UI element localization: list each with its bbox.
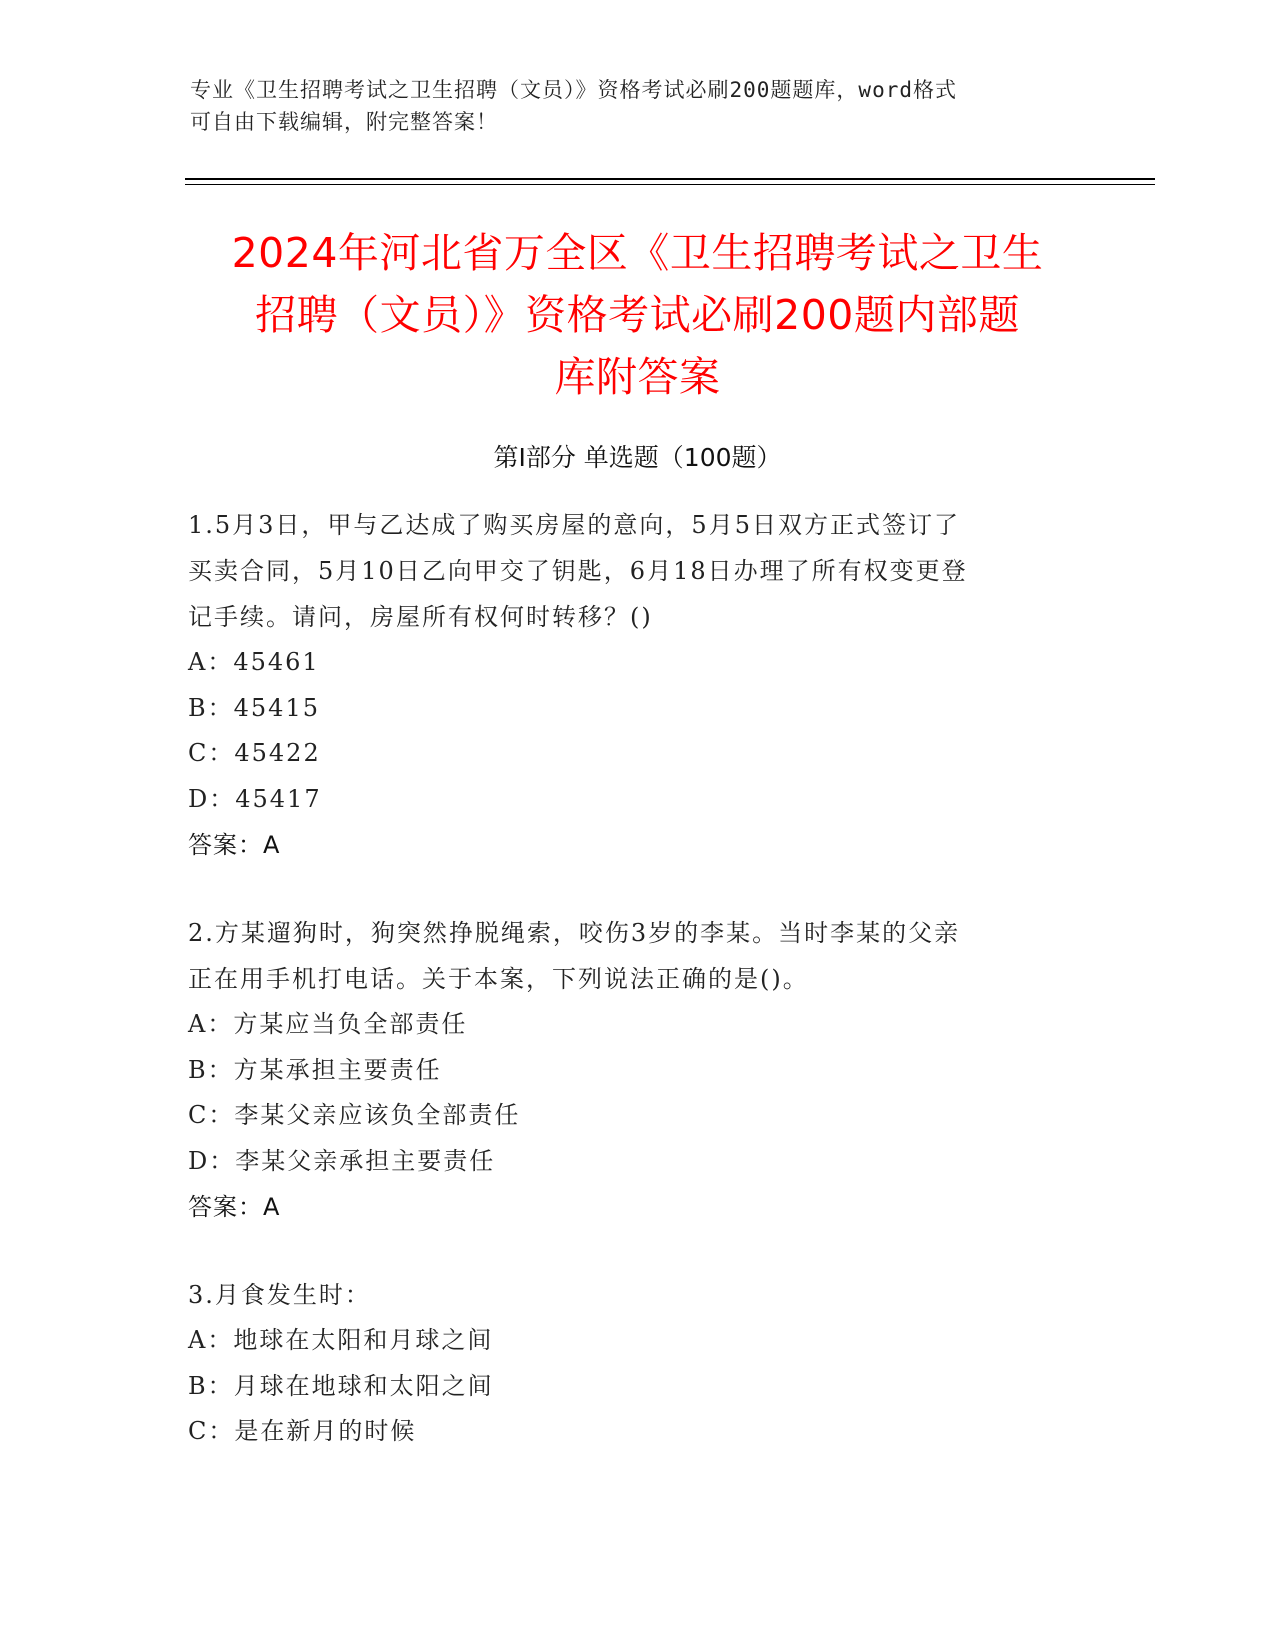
- question-text-line: 记手续。请问，房屋所有权何时转移？(): [188, 603, 653, 631]
- option-a: A：地球在太阳和月球之间: [188, 1326, 494, 1354]
- question-1: [188, 502, 1088, 868]
- option-a: A：方某应当负全部责任: [188, 1010, 468, 1038]
- header-note-line: 可自由下载编辑，附完整答案！: [190, 110, 498, 134]
- section-heading: 第Ⅰ部分 单选题（100题）: [493, 443, 782, 472]
- option-b: B：方某承担主要责任: [188, 1055, 442, 1084]
- answer-line: 答案：A: [188, 831, 281, 859]
- question-text-line: 正在用手机打电话。关于本案，下列说法正确的是()。: [188, 965, 809, 993]
- option-b: B：月球在地球和太阳之间: [188, 1371, 494, 1400]
- question-text-line: 2.方某遛狗时，狗突然挣脱绳索，咬伤3岁的李某。当时李某的父亲: [188, 919, 961, 947]
- divider-thin: [185, 184, 1155, 185]
- option-d: D：李某父亲承担主要责任: [188, 1146, 496, 1175]
- option-c: C：李某父亲应该负全部责任: [188, 1101, 521, 1129]
- option-a: A：45461: [188, 648, 320, 676]
- divider-thick: [185, 178, 1155, 180]
- option-c: C：45422: [188, 739, 321, 767]
- question-text-line: 买卖合同，5月10日乙向甲交了钥匙，6月18日办理了所有权变更登: [188, 557, 968, 585]
- document-title-line: 库附答案: [554, 353, 721, 401]
- option-d: D：45417: [188, 784, 322, 813]
- question-2: [188, 910, 1088, 1230]
- document-title-line: 2024年河北省万全区《卫生招聘考试之卫生: [231, 229, 1044, 277]
- document-title: [140, 222, 1135, 408]
- document-title-line: 招聘（文员）》资格考试必刷200题内部题: [255, 291, 1020, 339]
- option-c: C：是在新月的时候: [188, 1417, 417, 1445]
- question-3: [188, 1272, 1088, 1455]
- question-text-line: 1.5月3日，甲与乙达成了购买房屋的意向，5月5日双方正式签订了: [188, 511, 960, 539]
- header-note-line: 专业《卫生招聘考试之卫生招聘（文员）》资格考试必刷200题题库，word格式: [190, 78, 957, 102]
- question-text-line: 3.月食发生时：: [188, 1281, 371, 1309]
- header-note: [190, 74, 1070, 138]
- answer-line: 答案：A: [188, 1193, 281, 1221]
- option-b: B：45415: [188, 693, 320, 722]
